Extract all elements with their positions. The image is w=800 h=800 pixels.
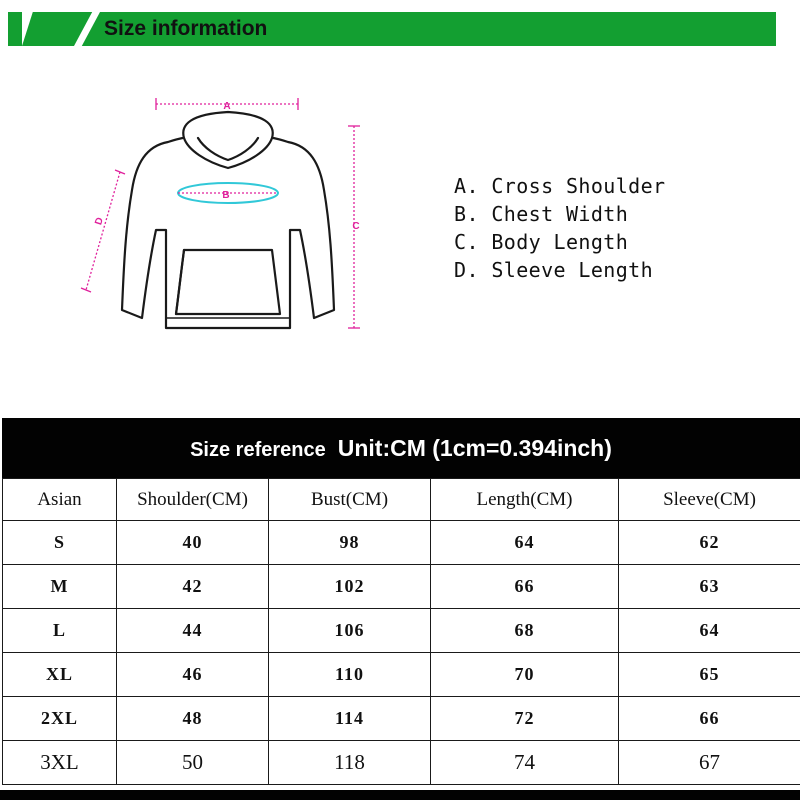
size-table-title-prefix: Size reference	[190, 439, 326, 461]
bust-cell: 118	[269, 741, 431, 785]
length-cell: 72	[431, 697, 619, 741]
bust-cell: 114	[269, 697, 431, 741]
bust-cell: 110	[269, 653, 431, 697]
shoulder-cell: 44	[117, 609, 269, 653]
size-cell: L	[3, 609, 117, 653]
legend-item-shoulder: A. Cross Shoulder	[454, 174, 666, 198]
shoulder-cell: 40	[117, 521, 269, 565]
column-header-asian: Asian	[3, 479, 117, 521]
length-cell: 70	[431, 653, 619, 697]
label-d: D	[93, 216, 106, 227]
label-c: C	[352, 221, 360, 232]
bust-cell: 102	[269, 565, 431, 609]
shoulder-cell: 50	[117, 741, 269, 785]
column-header-shoulder: Shoulder(CM)	[117, 479, 269, 521]
table-header-row	[3, 479, 800, 521]
size-cell: M	[3, 565, 117, 609]
measurement-legend	[454, 172, 754, 284]
bust-cell: 98	[269, 521, 431, 565]
shoulder-cell: 48	[117, 697, 269, 741]
bottom-bar	[0, 790, 800, 800]
legend-item-sleeve: D. Sleeve Length	[454, 258, 654, 282]
length-cell: 74	[431, 741, 619, 785]
size-table-title-unit: Unit:CM (1cm=0.394inch)	[337, 435, 612, 461]
table-row	[3, 565, 800, 609]
size-table-title-bar	[2, 418, 800, 478]
bust-cell: 106	[269, 609, 431, 653]
sleeve-cell: 65	[619, 653, 800, 697]
page-title: Size information	[104, 17, 268, 40]
hoodie-diagram	[80, 90, 380, 340]
label-a: A	[223, 101, 231, 112]
sleeve-cell: 62	[619, 521, 800, 565]
size-cell: 2XL	[3, 697, 117, 741]
table-row	[3, 697, 800, 741]
legend-item-length: C. Body Length	[454, 230, 629, 254]
shoulder-cell: 42	[117, 565, 269, 609]
size-table	[2, 478, 800, 785]
sleeve-cell: 64	[619, 609, 800, 653]
label-b: B	[222, 190, 230, 201]
column-header-sleeve: Sleeve(CM)	[619, 479, 800, 521]
table-row	[3, 609, 800, 653]
sleeve-cell: 63	[619, 565, 800, 609]
sleeve-cell: 67	[619, 741, 800, 785]
column-header-length: Length(CM)	[431, 479, 619, 521]
size-cell: 3XL	[3, 741, 117, 785]
sleeve-cell: 66	[619, 697, 800, 741]
length-cell: 68	[431, 609, 619, 653]
table-row	[3, 521, 800, 565]
table-row	[3, 653, 800, 697]
sleeve-measure-line	[81, 170, 125, 292]
column-header-bust: Bust(CM)	[269, 479, 431, 521]
shoulder-cell: 46	[117, 653, 269, 697]
hoodie-outline	[122, 112, 334, 328]
size-table-title	[2, 418, 800, 478]
length-cell: 66	[431, 565, 619, 609]
length-cell: 64	[431, 521, 619, 565]
table-row	[3, 741, 800, 785]
size-cell: S	[3, 521, 117, 565]
legend-item-chest: B. Chest Width	[454, 202, 629, 226]
size-cell: XL	[3, 653, 117, 697]
